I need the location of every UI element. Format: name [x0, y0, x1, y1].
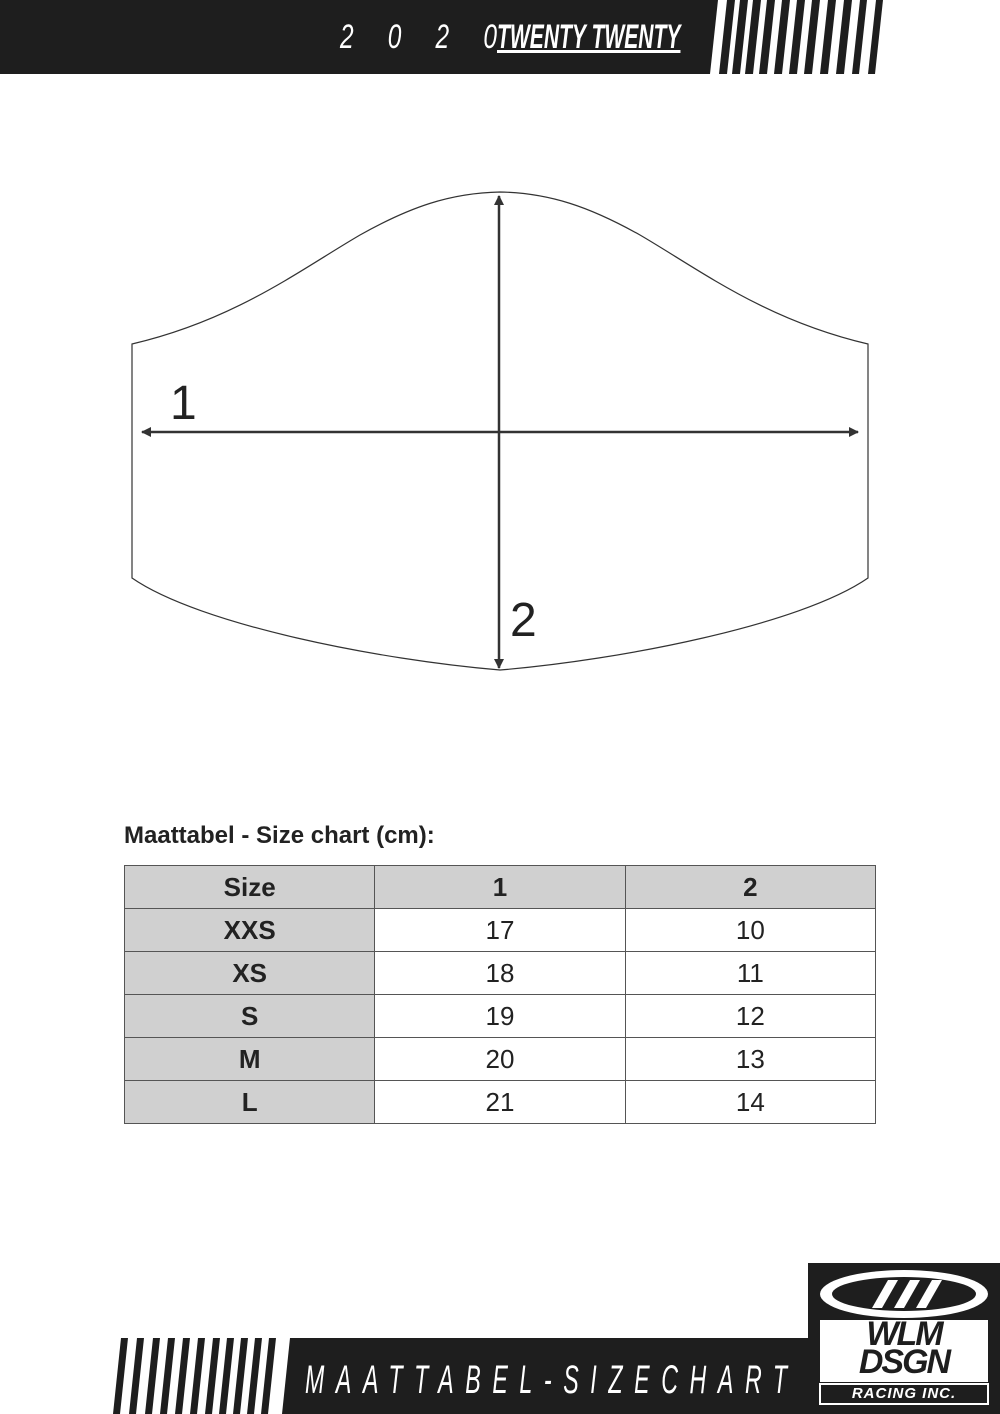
- measure-1-cell: 21: [375, 1081, 625, 1124]
- measure-1-cell: 17: [375, 909, 625, 952]
- measure-2-cell: 10: [625, 909, 875, 952]
- bottom-banner: [0, 1330, 820, 1414]
- column-header-1: 1: [375, 866, 625, 909]
- mask-diagram: [0, 160, 1000, 700]
- size-cell: XS: [125, 952, 375, 995]
- dimension-2-label: 2: [510, 594, 537, 647]
- dimension-1-label: 1: [170, 377, 197, 430]
- size-chart-title: Maattabel - Size chart (cm):: [124, 822, 435, 849]
- table-row: [125, 909, 876, 952]
- measure-2-cell: 14: [625, 1081, 875, 1124]
- header-wordmark: TWENTY TWENTY: [497, 18, 681, 56]
- header-year: 2 0 2 0: [340, 18, 511, 56]
- measure-2-cell: 13: [625, 1038, 875, 1081]
- table-row: [125, 1038, 876, 1081]
- logo-line-3: RACING INC.: [851, 1385, 957, 1402]
- measure-1-cell: 20: [375, 1038, 625, 1081]
- logo-line-1: WLM: [866, 1315, 942, 1353]
- measure-1-cell: 19: [375, 995, 625, 1038]
- table-header-row: [125, 866, 876, 909]
- table-row: [125, 952, 876, 995]
- column-header-size: Size: [125, 866, 375, 909]
- size-table: [124, 865, 876, 1124]
- brand-logo: [808, 1263, 1000, 1414]
- table-row: [125, 1081, 876, 1124]
- measure-2-cell: 11: [625, 952, 875, 995]
- footer-banner-text: MAATTABEL-SIZECHART: [305, 1358, 799, 1402]
- measure-2-cell: 12: [625, 995, 875, 1038]
- size-cell: S: [125, 995, 375, 1038]
- size-cell: L: [125, 1081, 375, 1124]
- size-cell: XXS: [125, 909, 375, 952]
- table-row: [125, 995, 876, 1038]
- measure-1-cell: 18: [375, 952, 625, 995]
- mask-outline-graphic: [0, 160, 1000, 700]
- size-cell: M: [125, 1038, 375, 1081]
- logo-line-2: DSGN: [858, 1343, 950, 1381]
- column-header-2: 2: [625, 866, 875, 909]
- top-banner: [0, 0, 1000, 74]
